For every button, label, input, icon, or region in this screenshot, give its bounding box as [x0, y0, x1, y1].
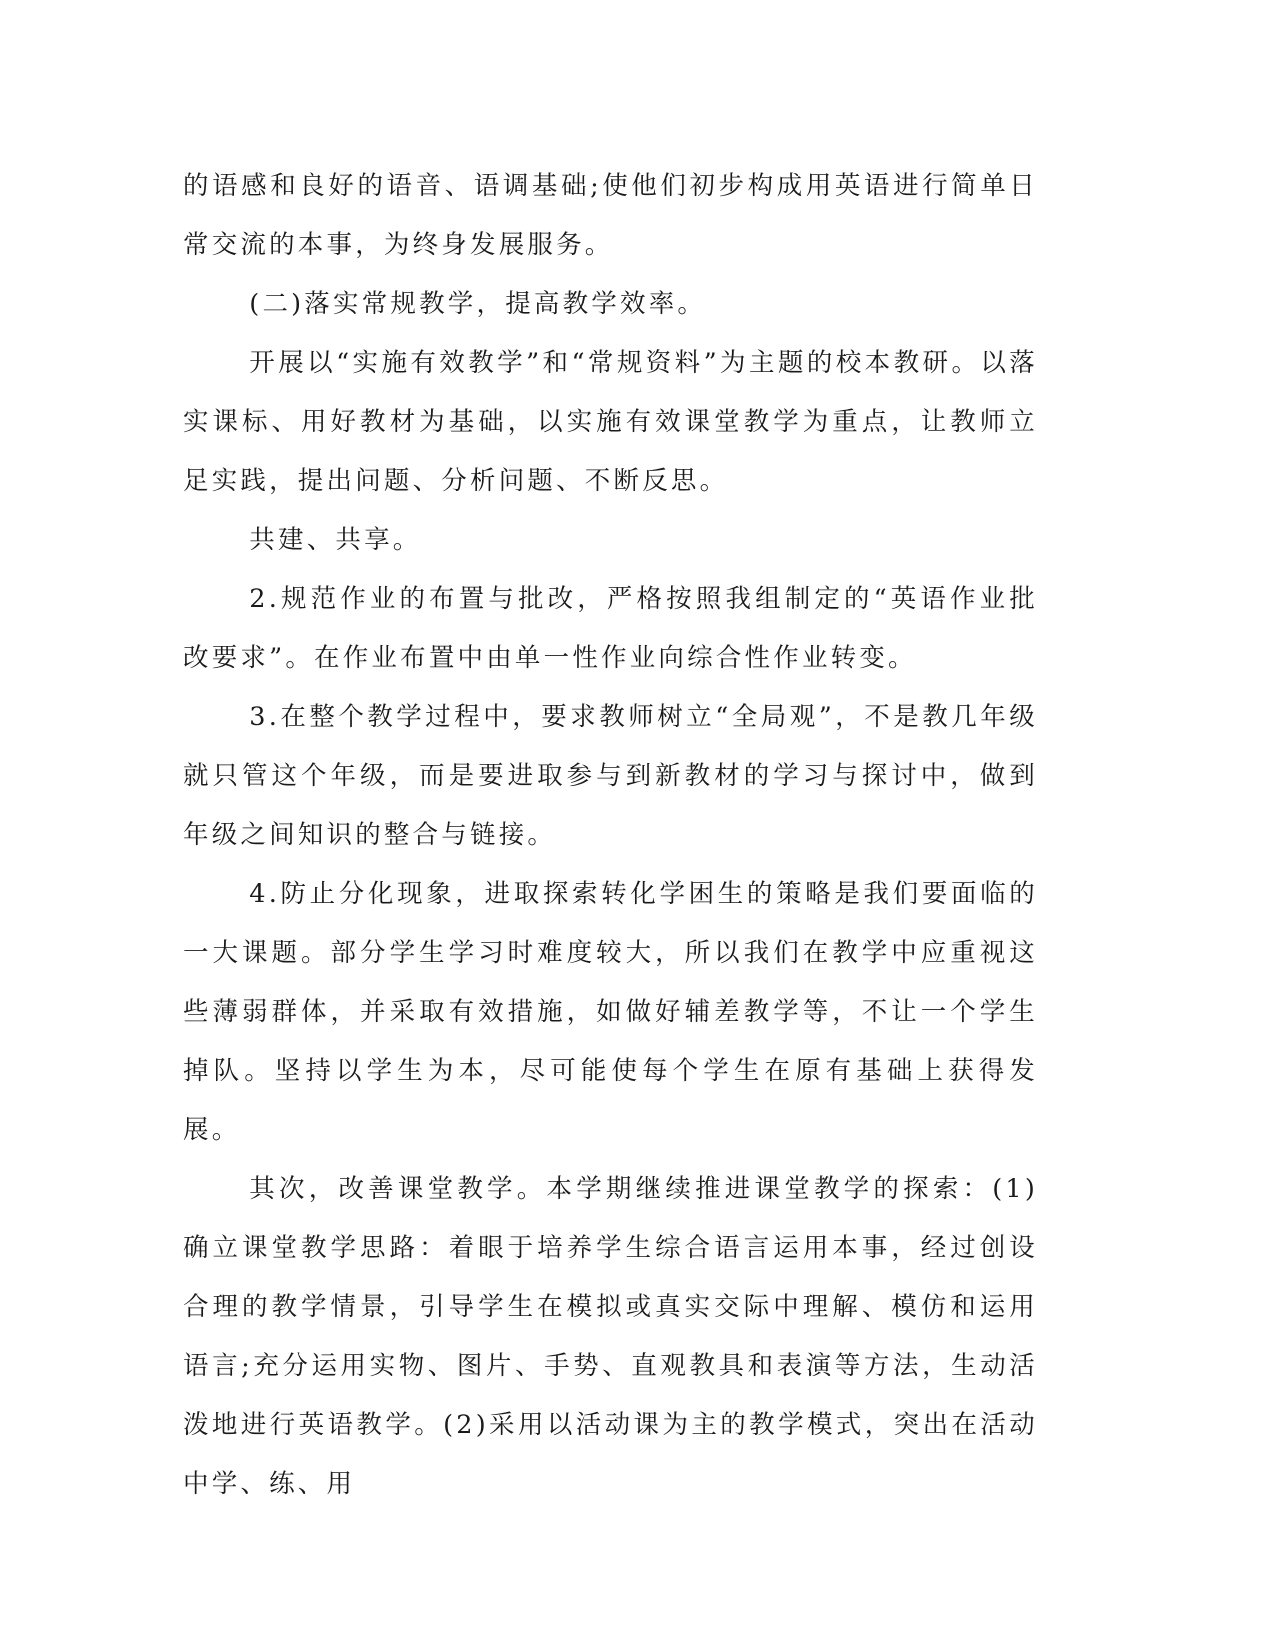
body-text — [183, 157, 1038, 1514]
list-item-3: 3.在整个教学过程中，要求教师树立“全局观”，不是教几年级就只管这个年级，而是要进取参与到新教材的学习与探讨中，做到年级之间知识的整合与链接。 — [183, 702, 1038, 850]
list-item-4: 4.防止分化现象，进取探索转化学困生的策略是我们要面临的一大课题。部分学生学习时难度较大，所以我们在教学中应重视这些薄弱群体，并采取有效措施，如做好辅差教学等，不让一个学生掉队。坚持以学生为本，尽可能使每个学生在原有基础上获得发展。 — [183, 879, 1038, 1145]
section-heading-2: (二)落实常规教学，提高教学效率。 — [249, 289, 707, 319]
paragraph-school-research: 开展以“实施有效教学”和“常规资料”为主题的校本教研。以落实课标、用好教材为基础，以实施有效课堂教学为重点，让教师立足实践，提出问题、分析问题、不断反思。 — [183, 348, 1038, 496]
list-item-2: 2.规范作业的布置与批改，严格按照我组制定的“英语作业批改要求”。在作业布置中由单一性作业向综合性作业转变。 — [183, 584, 1038, 673]
paragraph-co-build: 共建、共享。 — [249, 525, 422, 555]
paragraph-continuation: 的语感和良好的语音、语调基础;使他们初步构成用英语进行简单日常交流的本事，为终身发展服务。 — [183, 171, 1038, 260]
paragraph-classroom-improvement: 其次，改善课堂教学。本学期继续推进课堂教学的探索：(1)确立课堂教学思路：着眼于培养学生综合语言运用本事，经过创设合理的教学情景，引导学生在模拟或真实交际中理解、模仿和运用语言;充分运用实物、图片、手势、直观教具和表演等方法，生动活泼地进行英语教学。(2)采用以活动课为主的教学模式，突出在活动中学、练、用 — [183, 1174, 1038, 1499]
